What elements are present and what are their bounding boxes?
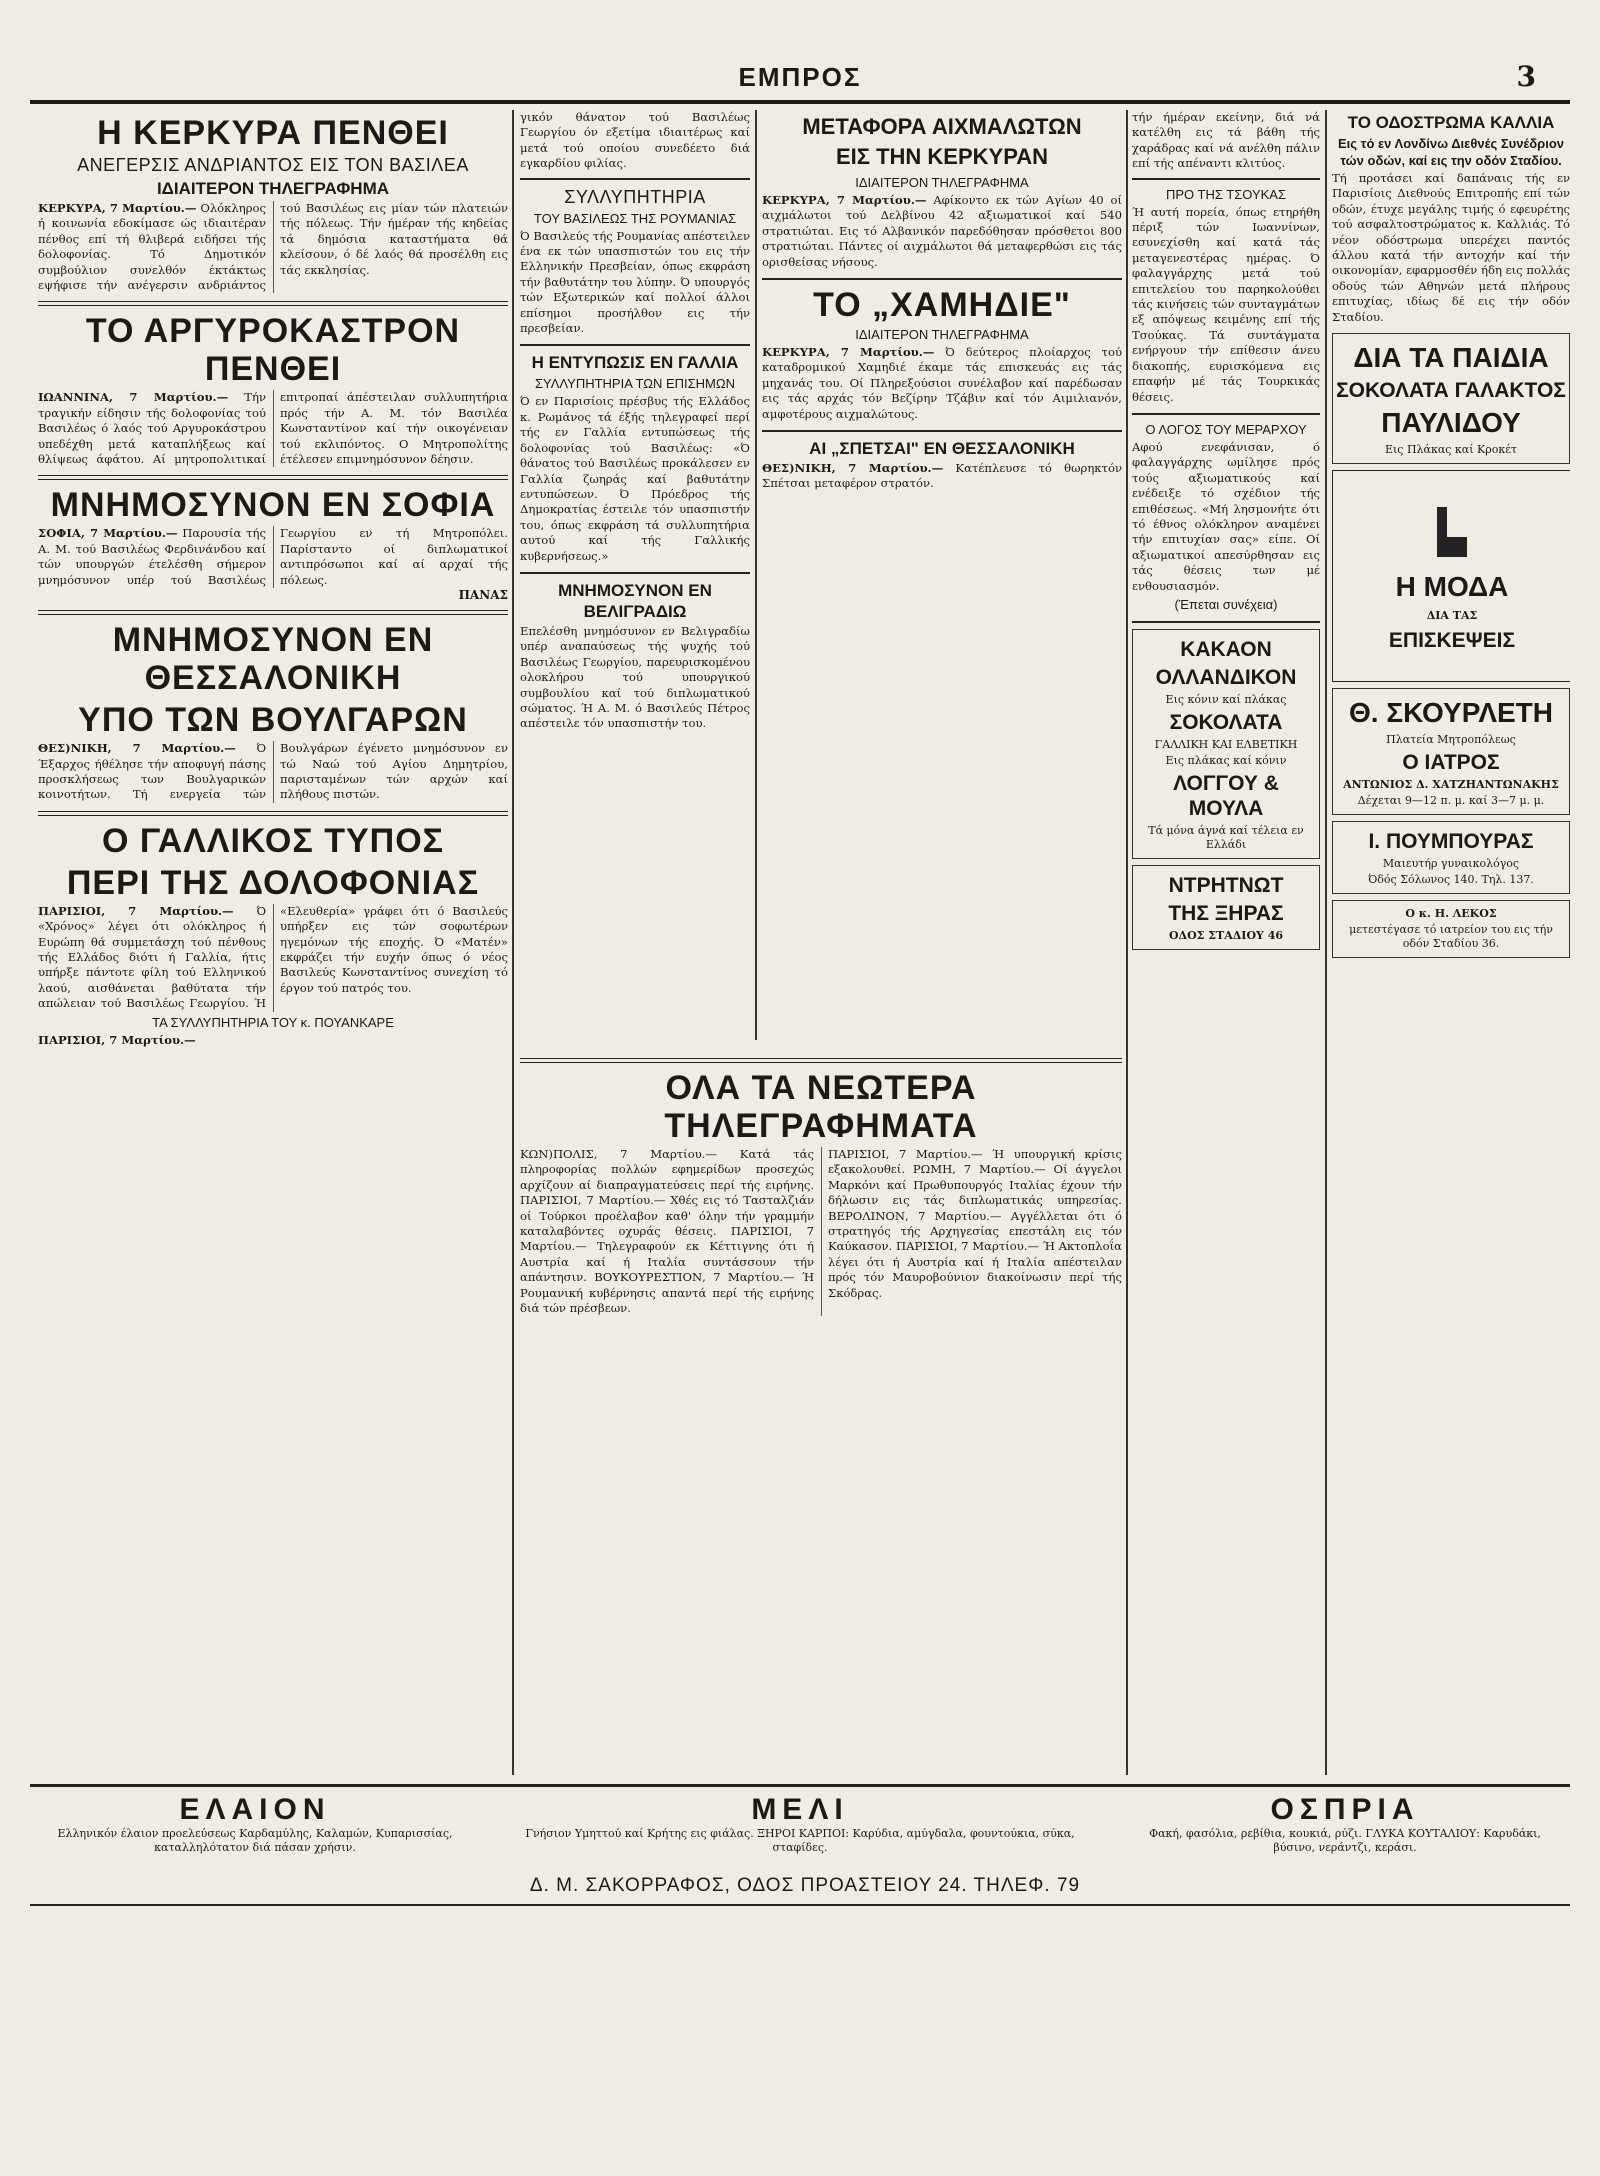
dateline: ΚΕΡΚΥΡΑ, 7 Μαρτίου.— — [762, 345, 935, 360]
divider — [38, 610, 508, 615]
ad-subtitle: ΟΛΛΑΝΔΙΚΟΝ — [1155, 665, 1297, 689]
telegrams-column-a: ΚΩΝ)ΠΟΛΙΣ, 7 Μαρτίου.— Κατά τάς πληροφορίας πολλών εφημερίδων προσεχώς αρχίζουν αί διαπραγματεύσεις περί τής ειρήνης. ΠΑΡΙΣΙΟΙ, 7 Μαρτίου.— Χθές εις τό Τασταλζιάν οί Τούρκοι προέλαβον καθ' όλην τήν γραμμήν καταλαβόντες οχυράς θέσεις. ΠΑΡΙΣΙΟΙ, 7 Μαρτίου.— Τηλεγραφούν εκ Κέττιγνης ότι ή Αυστρία καί ή Ιταλία συντάσσουν τήν απάντησιν. ΒΟΥΚΟΥΡΕΣΤΙΟΝ, 7 Μαρτίου.— Ή Ρουμανική κυβέρνησις απαντά περί τής ειρήνης διά τών πρέσβεων. — [520, 1147, 814, 1316]
article-division-speech — [1132, 421, 1320, 613]
headline: Ο ΛΟΓΟΣ ΤΟΥ ΜΕΡΑΡΧΟΥ — [1145, 421, 1307, 437]
divider — [38, 811, 508, 816]
ad-honey — [500, 1793, 1100, 1855]
divider — [520, 572, 750, 574]
dateline: ΙΩΑΝΝΙΝΑ, 7 Μαρτίου.— — [38, 390, 229, 405]
article-body — [38, 390, 508, 467]
article-body — [38, 526, 508, 588]
ad-doctor — [1332, 688, 1570, 815]
ad-text: Εις πλάκας καί κόνιν — [1165, 753, 1287, 767]
ad-text: Εις Πλάκας καί Κροκέτ — [1384, 443, 1518, 457]
column-3 — [762, 110, 1122, 1040]
divider — [520, 1058, 1122, 1063]
ad-pavlidis-chocolate — [1332, 333, 1570, 464]
article-french-press — [38, 822, 508, 1048]
kicker: ΙΔΙΑΙΤΕΡΟΝ ΤΗΛΕΓΡΑΦΗΜΑ — [855, 327, 1029, 343]
ad-text: Εις κόνιν καί πλάκας — [1165, 692, 1287, 706]
divider — [520, 178, 750, 180]
headline: ΜΝΗΜΟΣΥΝΟΝ ΕΝ ΘΕΣΣΑΛΟΝΙΚΗ — [112, 621, 434, 698]
headline: Η ΚΕΡΚΥΡΑ ΠΕΝΘΕΙ — [97, 114, 449, 152]
article-spetsai — [762, 438, 1122, 492]
article-kallia-pavement — [1332, 112, 1570, 325]
article-continuation: τήν ήμέραν εκείνην, διά νά κατέλθη εις τά βάθη τής χαράδρας καί νά ανέλθη πάλιν επί τής απέναντι κλιτύος. — [1132, 110, 1320, 171]
ad-text: Ελληνικόν έλαιον προελεύσεως Καρδαμύλης, Καλαμών, Κυπαρισσίας, καταλληλότατον διά πάσαν χρήσιν. — [57, 1827, 453, 1854]
bottom-rule — [30, 1904, 1570, 1906]
headline: ΜΕΤΑΦΟΡΑ ΑΙΧΜΑΛΩΤΩΝ — [802, 114, 1082, 139]
to-be-continued: (Έπεται συνέχεια) — [1174, 596, 1278, 612]
article-text: Αφίκοντο εκ τών Αγίων 40 οί αιχμάλωτοι τού Δελβίνου 42 αξιωματικοί καί 540 στρατιώται. Εις τό Αλβανικόν παρεδόθησαν πρόσθετοι 800 στρατιώται. Πάντες οί αιχμάλωτοι θά μεταφερθώσι εις τάς ορισθείσας νήσους. — [762, 193, 1122, 269]
column-rule — [755, 110, 757, 1040]
ad-pulses — [1130, 1793, 1560, 1855]
article-prisoners-transfer — [762, 114, 1122, 270]
ad-title: ΜΕΛΙ — [751, 1793, 849, 1826]
column-4 — [1132, 110, 1320, 1775]
article-continuation: γικόν θάνατον τού Βασιλέως Γεωργίου όν εξετίμα ιδιαιτέρως καί μετά τού οποίου συνεδέετο διά εγκαρδίου φιλίας. — [520, 110, 750, 171]
ad-subtitle: ΔΙΑ ΤΑΣ — [1426, 608, 1478, 622]
ad-lekos — [1332, 900, 1570, 958]
article-hamidie — [762, 286, 1122, 422]
telegrams-column-b: ΠΑΡΙΣΙΟΙ, 7 Μαρτίου.— Ή υπουργική κρίσις εξακολουθεί. ΡΩΜΗ, 7 Μαρτίου.— Οί άγγελοι Μαρκόνι καί Πρωθυπουργός Ιταλίας έχουν τήν δήλωσιν εις τάς διπλωματικάς υπηρεσίας. ΒΕΡΟΛΙΝΟΝ, 7 Μαρτίου.— Αγγέλλεται ότι ό στρατηγός τής Αρχηγεσίας επεστάλη εις τόν Καύκασον. ΠΑΡΙΣΙΟΙ, 7 Μαρτίου.— Ή Ακτοπλοΐα λέγει ότι ή Αυστρία καί ή Ιταλία απέστειλαν πρός τόν Μαυροβούνιον διακοίνωσιν περί τής Σκόδρας. — [828, 1147, 1122, 1300]
ad-text: μετεστέγασε τό ιατρείον του εις τήν οδόν Σταδίου 36. — [1349, 923, 1553, 951]
subheadline: Εις τό εν Λονδίνω Διεθνές Συνέδριον τών οδών, καί εις την οδόν Σταδίου. — [1337, 136, 1564, 168]
article-kerkyra-mourns — [38, 114, 508, 293]
ad-text: Πλατεία Μητροπόλεως — [1386, 733, 1516, 747]
ad-brand: ΠΑΥΛΙΔΟΥ — [1381, 407, 1521, 439]
article-text: Ολόκληρος ή κοινωνία εδοκίμασε ώς ιδιαιτέραν πένθος επί τή θλιβερά ειδήσει τής δολοφονίας. Τό Δημοτικόν συμβούλιον συνελθόν έκτάκτως εψήφισε τήν ανέγερσιν ανδριάντος τού Βασιλέως εις μίαν τών πλατειών τής πόλεως. Τήν ήμέραν τής κηδείας τά δημόσια καταστήματα θά κλείσουν, ό δέ λαός θά προσέλθη εις τάς εκκλησίας. — [38, 201, 508, 293]
headline: ΟΛΑ ΤΑ ΝΕΩΤΕΡΑ ΤΗΛΕΓΡΑΦΗΜΑΤΑ — [664, 1069, 978, 1145]
article-body — [762, 461, 1122, 492]
divider — [1132, 621, 1320, 623]
section-footer-title: ΤΑ ΣΥΛΛΥΠΗΤΗΡΙΑ ΤΟΥ κ. ΠΟΥΑΝΚΑΡΕ — [152, 1014, 394, 1030]
headline-line-2: ΠΕΡΙ ΤΗΣ ΔΟΛΟΦΟΝΙΑΣ — [66, 863, 480, 902]
headline: ΣΥΛΛΥΠΗΤΗΡΙΑ — [564, 186, 706, 207]
ad-fashion — [1332, 470, 1570, 682]
dateline: ΚΕΡΚΥΡΑ, 7 Μαρτίου.— — [762, 193, 927, 207]
ad-text: Τά μόνα άγνά καί τέλεια εν Ελλάδι — [1148, 823, 1304, 851]
ad-name: ΑΝΤΩΝΙΟΣ Δ. ΧΑΤΖΗΑΝΤΩΝΑΚΗΣ — [1343, 778, 1559, 792]
ad-title: ΕΛΑΙΟΝ — [179, 1793, 331, 1826]
article-thessaloniki-memorial — [38, 621, 508, 803]
column-1 — [38, 110, 508, 1775]
dateline: ΣΟΦΙΑ, 7 Μαρτίου.— — [38, 526, 178, 541]
ad-title: Ο κ. Η. ΛΕΚΟΣ — [1405, 907, 1497, 921]
article-text: Παρουσία τής Α. Μ. τού Βασιλέως Φερδινάνδου καί τών υπουργών έτελέσθη σήμερον μνημόσυνον υπέρ τού Βασιλέως Γεωργίου εν τή Μητροπόλει. Παρίσταντο οί διπλωματικοί αντιπρόσωποι καί αί αρχαί τής πόλεως. — [38, 526, 508, 587]
headline: Ο ΓΑΛΛΙΚΟΣ ΤΥΠΟΣ — [101, 821, 445, 860]
headline: ΜΝΗΜΟΣΥΝΟΝ ΕΝ ΣΟΦΙΑ — [50, 486, 496, 525]
article-text: Κατέπλευσε τό θωρηκτόν Σπέτσαι μεταφέρον στρατόν. — [762, 461, 1122, 491]
ad-obstetrician — [1332, 821, 1570, 894]
subheadline: ΑΝΕΓΕΡΣΙΣ ΑΝΔΡΙΑΝΤΟΣ ΕΙΣ ΤΟΝ ΒΑΣΙΛΕΑ — [77, 155, 469, 175]
paper-name: ΕΜΠΡΟΣ — [738, 62, 862, 92]
ad-subtitle: ΤΗΣ ΞΗΡΑΣ — [1168, 901, 1284, 925]
column-rule — [512, 110, 514, 1775]
headline-line-2: ΥΠΟ ΤΩΝ ΒΟΥΛΓΑΡΩΝ — [78, 701, 468, 740]
article-text: Τήν τραγικήν είδησιν τής δολοφονίας τού Βασιλέως ό λαός τού Αργυροκάστρου υπεδέχθη μετά καταπλήξεως καί θλίψεως άφάτου. Αί μητροπολιτικαί επιτροπαί άπέστειλαν συλλυπητήρια πρός τήν Α. Μ. τόν Βασιλέα Κωνσταντίνον καί τήν οικογένειαν τού εκλιπόντος. Ο Μητροπολίτης έτέλεσεν επιμνημόσυνον δέησιν. — [38, 390, 508, 467]
ad-title: Θ. ΣΚΟΥΡΛΕΤΗ — [1348, 697, 1554, 729]
ad-title: ΝΤΡΗΤΝΩΤ — [1168, 873, 1284, 897]
page-number: 3 — [1516, 60, 1536, 93]
article-sofia-memorial — [38, 486, 508, 602]
article-body: Ό Βασιλεύς τής Ρουμανίας απέστειλεν ένα εκ τών υπασπιστών του εις τήν Ελληνικήν Πρεσβείαν, όπως εκφράση τήν βαθυτάτην του λύπην. Ό υπουργός τών Εξωτερικών καί πολλοί άλλοι επίσημοι προσήλθον εις τήν πρεσβείαν. — [520, 228, 750, 336]
ad-hours: Δέχεται 9—12 π. μ. καί 3—7 μ. μ. — [1357, 794, 1545, 808]
headline: Η ΕΝΤΥΠΩΣΙΣ ΕΝ ΓΑΛΛΙΑ — [531, 353, 739, 373]
column-rule — [1126, 110, 1128, 1775]
ad-title: Η ΜΟΔΑ — [1395, 570, 1509, 602]
divider — [38, 301, 508, 306]
headline: ΤΟ ΟΔΟΣΤΡΩΜΑ ΚΑΛΛΙΑ — [1347, 113, 1555, 132]
article-belgrade-memorial — [520, 580, 750, 732]
kicker: ΙΔΙΑΙΤΕΡΟΝ ΤΗΛΕΓΡΑΦΗΜΑ — [156, 179, 390, 198]
ad-title: ΣΟΚΟΛΑΤΑ — [1169, 710, 1283, 734]
ad-brand: ΛΟΓΓΟΥ & ΜΟΥΛΑ — [1173, 771, 1279, 820]
divider — [1132, 178, 1320, 180]
article-body — [762, 193, 1122, 270]
column-5 — [1332, 110, 1570, 1775]
dateline: ΠΑΡΙΣΙΟΙ, 7 Μαρτίου.— — [38, 903, 234, 918]
article-text: Ό «Χρόνος» λέγει ότι ολόκληρος ή Ευρώπη θά συμμετάσχη τού πένθους τής Ελλάδος διότι ή Γαλλία, ήτις υπήρξε πάντοτε φίλη τού Ελληνικού λαού, αισθάνεται βαθύτατα τήν απώλειαν τού Βασιλέως Γεωργίου. Ή «Ελευθερία» γράφει ότι ό Βασιλεύς υπήρξεν εις τών σοφωτέρων ηγεμόνων τής εποχής. Ό «Ματέν» εκφράζει τήν ευχήν όπως ό νέος Βασιλεύς Κωνσταντίνος συνεχίση τό έργον τού πατρός του. — [38, 903, 508, 1011]
ad-text: Μαιευτήρ γυναικολόγος — [1382, 857, 1520, 871]
subheadline: ΣΥΛΛΥΠΗΤΗΡΙΑ ΤΩΝ ΕΠΙΣΗΜΩΝ — [535, 376, 735, 392]
hand-icon — [1417, 497, 1487, 567]
ad-address: Όδός Σόλωνος 140. Τηλ. 137. — [1368, 873, 1534, 887]
divider — [520, 344, 750, 346]
article-text: Ό δεύτερος πλοίαρχος τού καταδρομικού Χαμηδιέ έκαμε τάς επισκευάς εις τάς μηχανάς του. Οί Πληρεξούσιοι συνέλαβον καί παρέδωσαν εις τάς αρχάς τόν Βεζίρην Τζάβιν καί τόν Αιμιλιανόν, αμφοτέρους αιχμαλώτους. — [762, 345, 1122, 421]
column-2 — [520, 110, 750, 1040]
headline: ΠΡΟ ΤΗΣ ΤΣΟΥΚΑΣ — [1165, 186, 1286, 202]
latest-telegrams-section — [520, 1052, 1122, 1316]
ad-oil — [40, 1793, 470, 1855]
ad-title: ΟΣΠΡΙΑ — [1270, 1793, 1420, 1826]
headline: ΜΝΗΜΟΣΥΝΟΝ ΕΝ ΒΕΛΙΓΡΑΔΙΩ — [558, 580, 712, 621]
telegrams-body — [520, 1147, 1122, 1316]
divider — [762, 278, 1122, 280]
article-body — [38, 904, 508, 1012]
headline: ΤΟ ΑΡΓΥΡΟΚΑΣΤΡΟΝ ΠΕΝΘΕΙ — [85, 312, 461, 389]
merchant-address: Δ. Μ. ΣΑΚΟΡΡΑΦΟΣ, ΟΔΟΣ ΠΡΟΑΣΤΕΙΟΥ 24. ΤΗΛΕΦ. 79 — [529, 1875, 1081, 1896]
ad-title: ΔΙΑ ΤΑ ΠΑΙΔΙΑ — [1353, 342, 1549, 374]
ad-address: ΟΔΟΣ ΣΤΑΔΙΟΥ 46 — [1168, 928, 1284, 942]
divider — [38, 475, 508, 480]
top-rule — [30, 100, 1570, 104]
headline: ΑΙ „ΣΠΕΤΣΑΙ" ΕΝ ΘΕΣΣΑΛΟΝΙΚΗ — [809, 439, 1075, 459]
divider — [762, 430, 1122, 432]
subheadline: ΤΟΥ ΒΑΣΙΛΕΩΣ ΤΗΣ ΡΟΥΜΑΝΙΑΣ — [533, 210, 737, 226]
article-text: Ό Έξαρχος ήθέλησε τήν αποφυγή πάσης προσκλήσεως των Βουλγαρικών κοινοτήτων. Τή ενεργεία τών Βουλγάρων έγένετο μνημόσυνον εν τώ Ναώ τού Αγίου Δημητρίου, παρισταμένων τών αρχών καί πλήθους πιστών. — [38, 741, 508, 802]
dateline: ΠΑΡΙΣΙΟΙ, 7 Μαρτίου.— — [38, 1032, 196, 1047]
kicker: ΙΔΙΑΙΤΕΡΟΝ ΤΗΛΕΓΡΑΦΗΜΑ — [855, 175, 1029, 190]
ad-cocoa-chocolate — [1132, 629, 1320, 859]
article-romania-condolences — [520, 186, 750, 337]
article-argyrokastro — [38, 312, 508, 467]
ad-subtitle: ΓΑΛΛΙΚΗ ΚΑΙ ΕΛΒΕΤΙΚΗ — [1154, 737, 1298, 751]
ad-title: Ι. ΠΟΥΜΠΟΥΡΑΣ — [1368, 830, 1534, 854]
ad-text: Γνήσιον Υμηττού καί Κρήτης εις φιάλας. ΞΗΡΟΙ ΚΑΡΠΟΙ: Καρύδια, αμύγδαλα, φουντούκια, σύκα, σταφίδες. — [525, 1827, 1075, 1854]
article-body — [38, 741, 508, 803]
ad-subtitle: Ο ΙΑΤΡΟΣ — [1402, 751, 1500, 775]
article-body: Τή προτάσει καί δαπάναις τής εν Παρισίοις Διεθνούς Επιτροπής επί τών οδών, έτυχε μεγάλης τιμής ό εφευρέτης τού ασφαλτοστρώματος κ. Καλλιάς. Τό νέον οδόστρωμα υπερέχει παντός άλλου κατά τήν αντοχήν καί τήν οικονομίαν, εφαρμοσθέν ήδη εις πολλάς οδούς τών Αθηνών μετά πλήρους επιτυχίας, ιδίως δέ εις τήν οδόν Σταδίου. — [1332, 171, 1570, 324]
article-body — [38, 201, 508, 293]
article-body — [762, 345, 1122, 422]
masthead — [34, 62, 1566, 96]
headline-line-2: ΕΙΣ ΤΗΝ ΚΕΡΚΥΡΑΝ — [835, 144, 1049, 169]
headline: ΤΟ „ΧΑΜΗΔΙΕ" — [813, 286, 1071, 325]
column-rule — [1325, 110, 1327, 1775]
bottom-ad-strip — [30, 1784, 1570, 1907]
ad-subtitle: ΕΠΙΣΚΕΨΕΙΣ — [1388, 628, 1516, 652]
article-before-tsouka — [1132, 186, 1320, 405]
dateline: ΘΕΣ)ΝΙΚΗ, 7 Μαρτίου.— — [38, 741, 236, 756]
dateline: ΚΕΡΚΥΡΑ, 7 Μαρτίου.— — [38, 201, 197, 215]
article-body: Αφού ενεφάνισαν, ό φαλαγγάρχης ωμίλησε πρός τούς αξιωματικούς καί ενέδειξε τό σχέδιον τής επιθέσεως. «Μή λησμονήτε ότι τό έθνος ολόκληρον αναμένει τήν επιτυχίαν σας» είπε. Οί αξιωματικοί απεσύρθησαν εις τάς θέσεις των μέ ενθουσιασμόν. — [1132, 439, 1320, 593]
signature: ΠΑΝΑΣ — [458, 588, 508, 603]
ad-title: ΚΑΚΑΟΝ — [1180, 637, 1272, 661]
ad-subtitle: ΣΟΚΟΛΑΤΑ ΓΑΛΑΚΤΟΣ — [1336, 379, 1566, 403]
article-body: Ό εν Παρισίοις πρέσβυς τής Ελλάδος κ. Ρωμάνος τά έξής τηλεγραφεί περί τής εν Γαλλία εντυπώσεως τής δολοφονίας τού Βασιλέως: «Ό θάνατος τού Βασιλέως προκάλεσεν εν Γαλλία ζωηράς καί βαθυτάτην εντυπώσεων. Ό Πρόεδρος τής Δημοκρατίας έστειλε τόν υπασπιστήν του, όπως εκφράση τά συλλυπητήρια αυτού καί τής Γαλλικής κυβερνήσεως.» — [520, 394, 750, 563]
dateline: ΘΕΣ)ΝΙΚΗ, 7 Μαρτίου.— — [762, 461, 944, 476]
article-body: Ή αυτή πορεία, όπως ετηρήθη πέριξ τών Ιωαννίνων, εσυνεχίσθη καί κατά τάς μεταγενεστέρας ημέρας. Ό φαλαγγάρχης μετά τού επιτελείου του παρηκολούθει τάς κινήσεις τών συνταγμάτων εξ απόψεως κειμένης επί τής Τσούκας. Τά συντάγματα ενήργουν τήν επίθεσιν άνευ διακοπής, ευρισκόμενα εις επαφήν μέ τάς Τουρκικάς θέσεις. — [1132, 204, 1320, 404]
article-france-impression — [520, 352, 750, 563]
ad-drink — [1132, 865, 1320, 950]
ad-text: Φακή, φασόλια, ρεβίθια, κουκιά, ρύζι. ΓΛΥΚΑ ΚΟΥΤΑΛΙΟΥ: Καρυδάκι, βύσινο, νεράντζι, κεράσι. — [1149, 1827, 1541, 1854]
article-body: Επελέσθη μνημόσυνον εν Βελιγραδίω υπέρ αναπαύσεως τής ψυχής τού Βασιλέως Γεωργίου, παρευρισκομένου ολοκλήρου τού υπουργικού συμβουλίου καί τού διπλωματικού σώματος. Ή Α. Μ. ό Βασιλεύς Πέτρος απέστειλε τόν υπασπιστήν του. — [520, 623, 750, 731]
divider — [1132, 413, 1320, 415]
